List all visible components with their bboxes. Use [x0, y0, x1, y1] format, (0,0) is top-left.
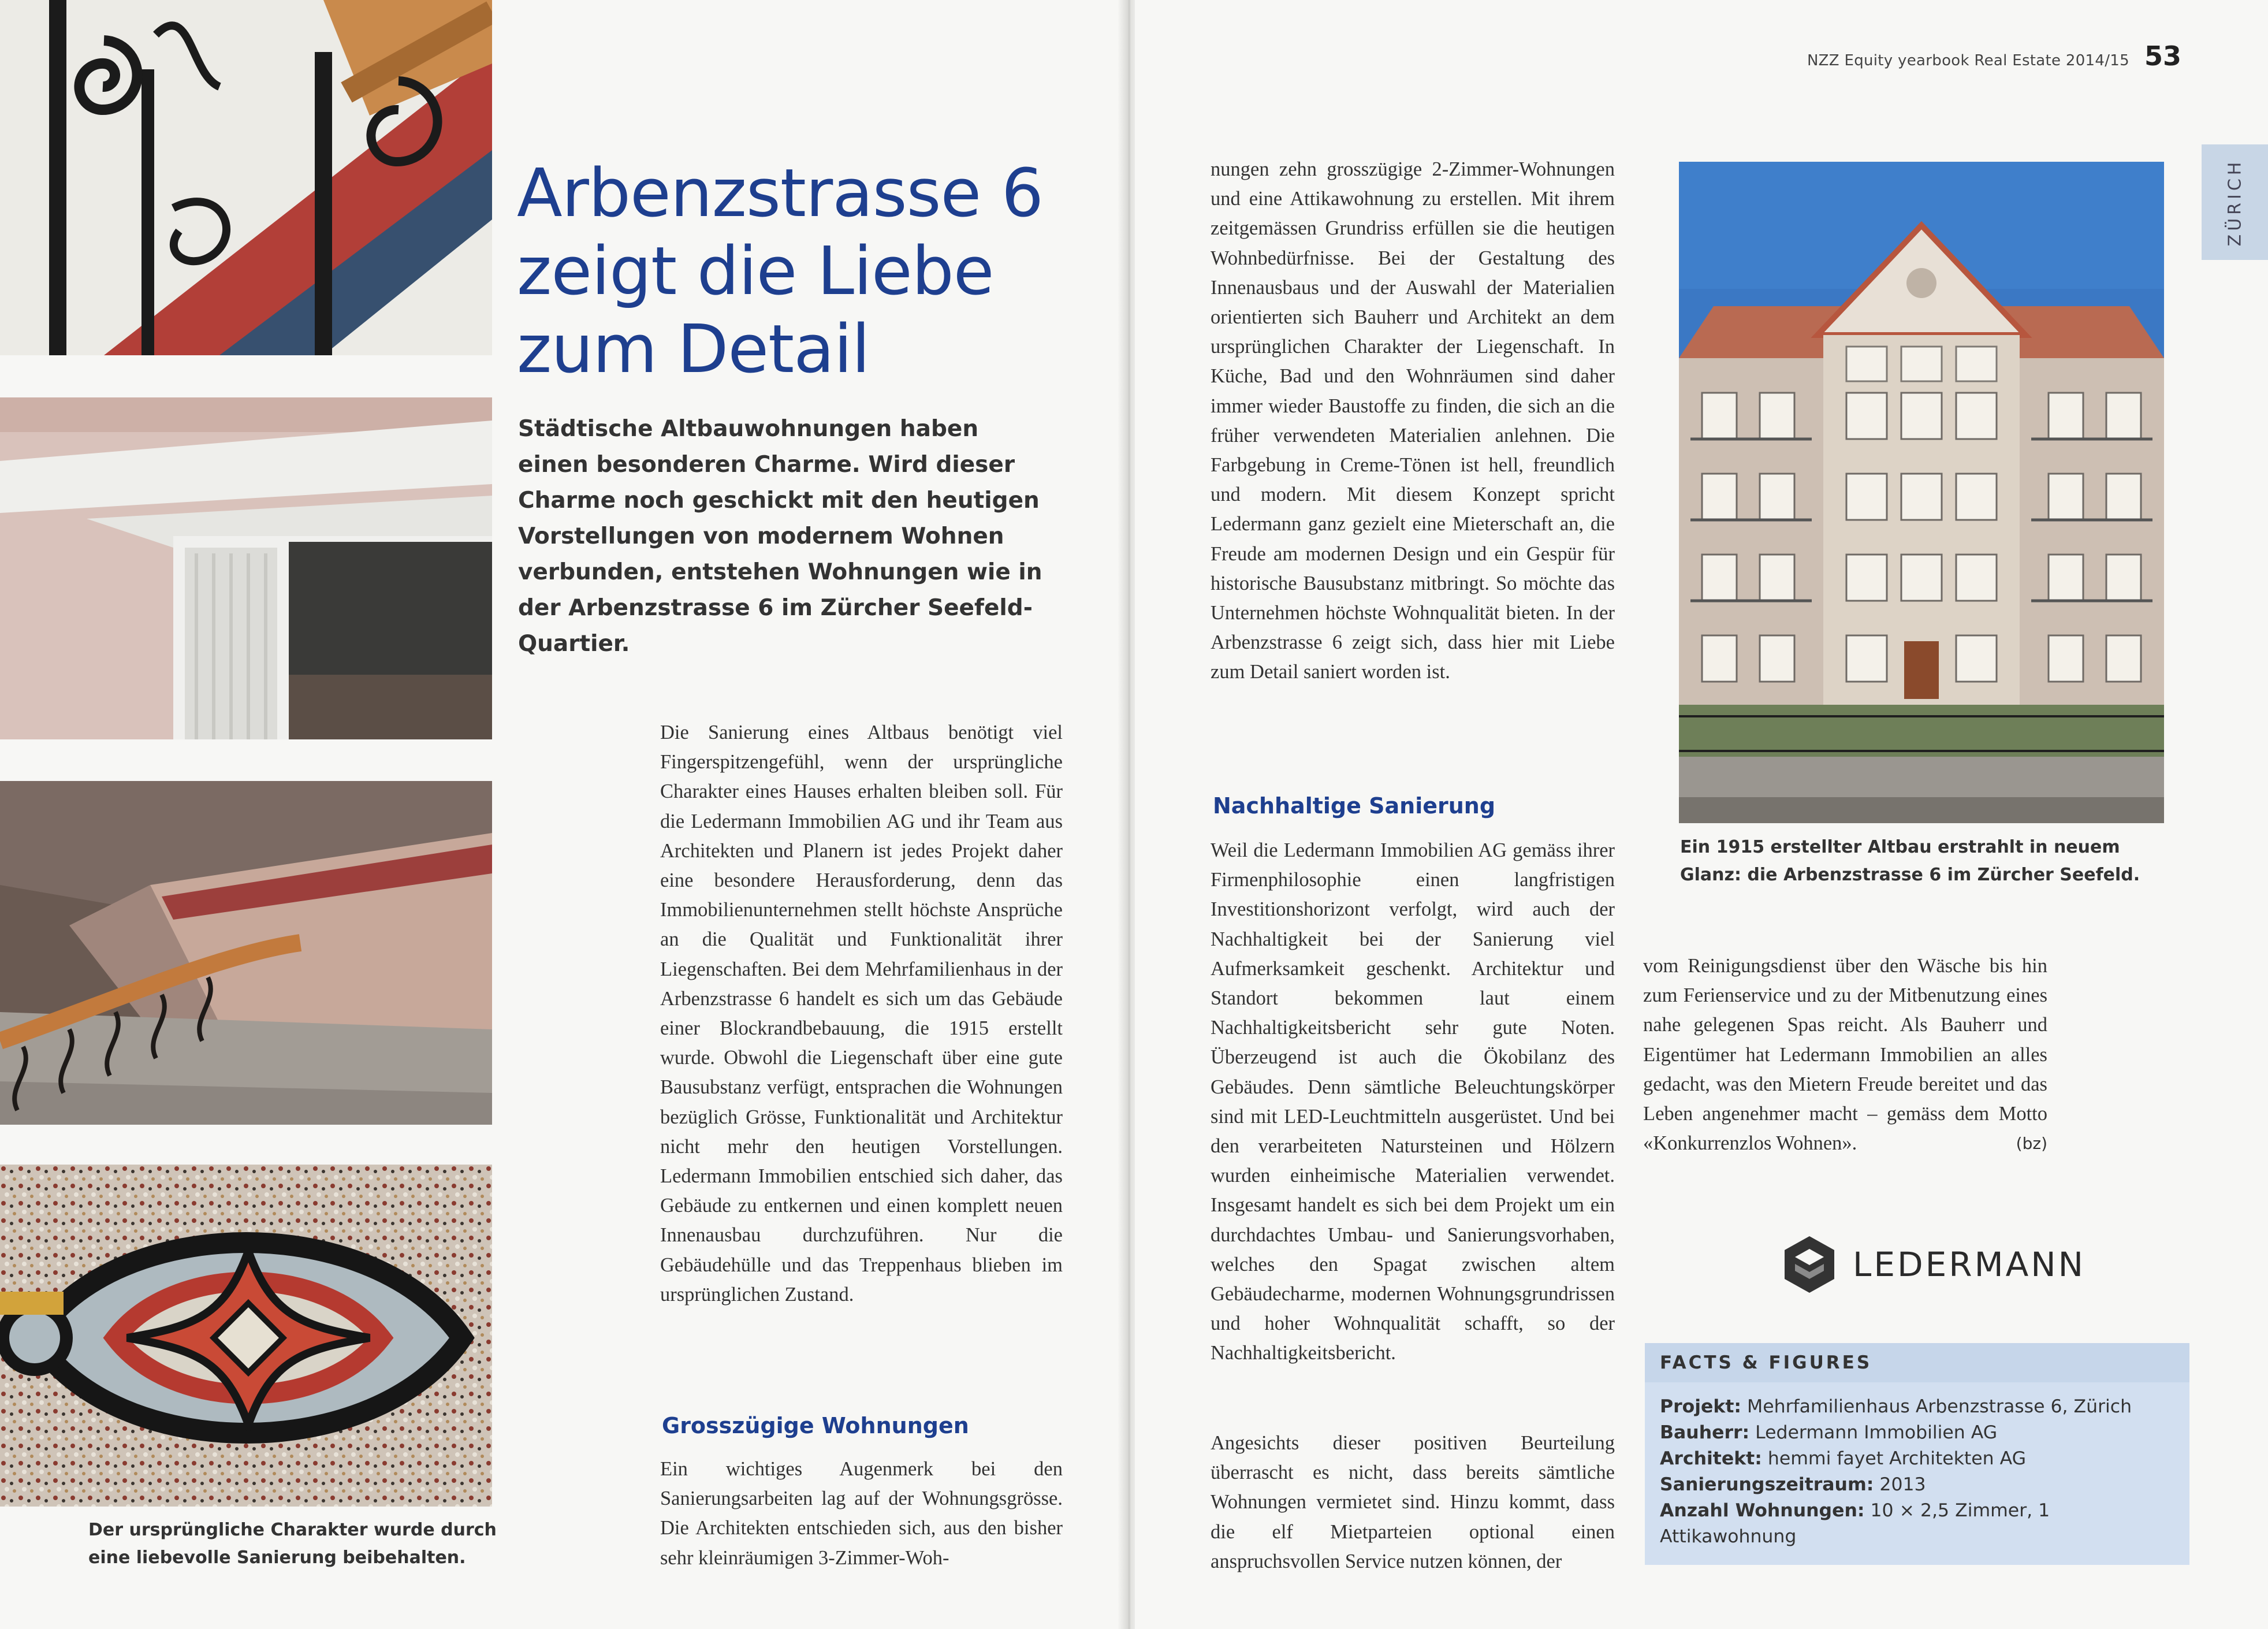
body-column-2-paragraph-3: Angesichts dieser positiven Beurteilung überrascht es nicht, dass bereits sämtliche Wohnungen vermietet sind. Hinzu kommt, dass die elf Mietparteien optional einen anspruchsvollen Service nutzen können, der — [1211, 1432, 1615, 1572]
body-column-1-paragraph-1: Die Sanierung eines Altbaus benötigt viel Fingerspitzengefühl, wenn der ursprüngliche Charakter eines Hauses erhalten bleiben soll. Für die Ledermann Immobilien AG und ihr Team aus Architekten und Planern ist jedes Projekt daher eine besondere Herausforderung, denn das Immobilienunternehmen stellt höchste Ansprüche an die Qualität und Funktionalität ihrer Liegenschaften. Bei dem Mehrfamilienhaus in der Arbenzstrasse 6 handelt es sich um das Gebäude einer Blockrandbebauung, die 1915 erstellt wurde. Obwohl die Liegenschaft über eine gute Bausubstanz verfügt, entsprachen die Wohnungen bezüglich Grösse, Funktionalität und Architektur nicht mehr den heutigen Vorstellungen. Ledermann Immobilien entschied sich daher, das Gebäude zu entkernen und einen komplett neuen Innenausbau durchzuführen. Nur die Gebäudehülle und das Treppenhaus blieben im ursprünglichen Zustand. — [660, 721, 1063, 1306]
ledermann-logo-text: LEDERMANN — [1853, 1245, 2086, 1284]
headline-line-2: zeigt die Liebe — [517, 233, 994, 310]
left-photo-caption: Der ursprüngliche Charakter wurde durch eine liebevolle Sanierung beibehalten. — [88, 1520, 497, 1568]
facts-value: Ledermann Immobilien AG — [1755, 1422, 1998, 1443]
page-folio — [1807, 40, 2181, 72]
body-column-1-paragraph-2: Ein wichtiges Augenmerk bei den Sanierungsarbeiten lag auf der Wohnungsgrösse. Die Architekten entschieden sich, aus den bisher sehr kleinräumigen 3-Zimmer-Woh- — [660, 1458, 1063, 1569]
headline-line-3: zum Detail — [517, 311, 870, 388]
facts-list — [1645, 1382, 2189, 1561]
facts-label: Sanierungszeitraum: — [1660, 1474, 1874, 1495]
ledermann-logo-icon — [1785, 1236, 1834, 1293]
right-photo-caption: Ein 1915 erstellter Altbau erstrahlt in neuem Glanz: die Arbenzstrasse 6 im Zürcher Seefeld. — [1680, 837, 2140, 885]
facts-item — [1660, 1446, 2174, 1472]
publication-name: NZZ Equity yearbook Real Estate 2014/15 — [1807, 52, 2129, 69]
article-headline — [517, 155, 1094, 389]
facts-value: 10 × 2,5 Zimmer, 1 Attikawohnung — [1660, 1500, 2050, 1547]
facts-item — [1660, 1498, 2174, 1550]
facts-label: Bauherr: — [1660, 1422, 1750, 1443]
facts-label: Anzahl Wohnungen: — [1660, 1500, 1865, 1521]
body-column-2-paragraph-2: Weil die Ledermann Immobilien AG gemäss ihrer Firmenphilosophie einen langfristigen Investitionshorizont verfolgt, wird auch der Nachhaltigkeit bei der Sanierung viel Aufmerksamkeit geschenkt. Architektur und Standort bekommen laut einem Nachhaltigkeitsbericht sehr gute Noten. Überzeugend ist auch die Ökobilanz des Gebäudes. Denn sämtliche Beleuchtungskörper sind mit LED-Leuchtmitteln ausgerüstet. Und bei den verarbeiteten Natursteinen und Hölzern wurden einheimische Materialien verwendet. Insgesamt handelt es sich bei dem Projekt um ein durchdachtes Umbau- und Sanierungsvorhaben, welches den Spagat zwischen altem Gebäudecharme, modernen Wohnungsgrundrissen und hoher Wohnqualität schafft, so der Nachhaltigkeitsbericht. — [1211, 839, 1615, 1364]
subhead-grosszuegige-wohnungen: Grosszügige Wohnungen — [662, 1413, 969, 1438]
staircase-photo — [0, 781, 492, 1125]
section-tab-label: ZÜRICH — [2225, 158, 2245, 246]
body-column-3-text: vom Reinigungsdienst über den Wäsche bis hin zum Ferienservice und zu der Mitbenutzung eines nahe gelegenen Spas reicht. Als Bauherr und Eigentümer hat Ledermann Immobilien an alles gedacht, was den Mietern Freude bereitet und das Leben angenehmer macht – gemäss dem Motto «Konkurrenzlos Wohnen». — [1643, 955, 2047, 1155]
body-column-2-paragraph-1: nungen zehn grosszügige 2-Zimmer-Wohnungen und eine Attikawohnung zu erstellen. Mit ihrem zeitgemässen Grundriss erfüllen sie die heutigen Wohnbedürfnisse. Bei der Gestaltung des Innenausbaus und der Auswahl der Materialien orientierten sich Bauherr und Architekt an dem ursprünglichen Charakter der Liegenschaft. In Küche, Bad und den Wohnräumen sind daher immer wieder Baustoffe zu finden, die sich an die früher verwendeten Materialien anlehnen. Die Farbgebung in Creme-Tönen ist hell, freundlich und modern. Mit diesem Konzept spricht Ledermann ganz gezielt eine Mieterschaft an, die Freude am modernen Design und ein Gespür für historische Bausubstanz mitbringt. So möchte das Unternehmen höchste Wohnqualität bieten. In der Arbenzstrasse 6 zeigt sich, dass hier mit Liebe zum Detail saniert worden ist. — [1211, 158, 1615, 683]
headline-line-1: Arbenzstrasse 6 — [517, 155, 1044, 232]
facts-value: Mehrfamilienhaus Arbenzstrasse 6, Zürich — [1747, 1396, 2132, 1417]
facts-item — [1660, 1472, 2174, 1498]
facts-heading: FACTS & FIGURES — [1645, 1343, 2189, 1382]
article-lead: Städtische Altbauwohnungen haben einen besonderen Charme. Wird dieser Charme noch geschickt mit den heutigen Vorstellungen von modernem Wohnen verbunden, entstehen Wohnungen wie in der Arbenzstrasse 6 im Zürcher Seefeld-Quartier. — [518, 416, 1042, 657]
author-initials: (bz) — [2016, 1134, 2047, 1154]
railing-photo — [0, 0, 492, 355]
facts-item — [1660, 1420, 2174, 1446]
facts-value: hemmi fayet Architekten AG — [1767, 1448, 2027, 1469]
section-tab — [2202, 144, 2268, 260]
facts-label: Architekt: — [1660, 1448, 1762, 1469]
body-column-3-paragraph-1 — [1643, 951, 2047, 1158]
facts-label: Projekt: — [1660, 1396, 1742, 1417]
ledermann-logo — [1785, 1236, 2085, 1293]
facts-item — [1660, 1394, 2174, 1420]
building-photo — [1679, 162, 2164, 823]
mosaic-photo — [0, 1165, 492, 1507]
cornice-photo — [0, 397, 492, 739]
facts-value: 2013 — [1879, 1474, 1926, 1495]
page-number: 53 — [2144, 40, 2181, 72]
left-page — [0, 0, 1129, 1629]
facts-box — [1645, 1343, 2189, 1565]
right-page — [1135, 0, 2268, 1629]
subhead-nachhaltige-sanierung: Nachhaltige Sanierung — [1213, 793, 1496, 819]
